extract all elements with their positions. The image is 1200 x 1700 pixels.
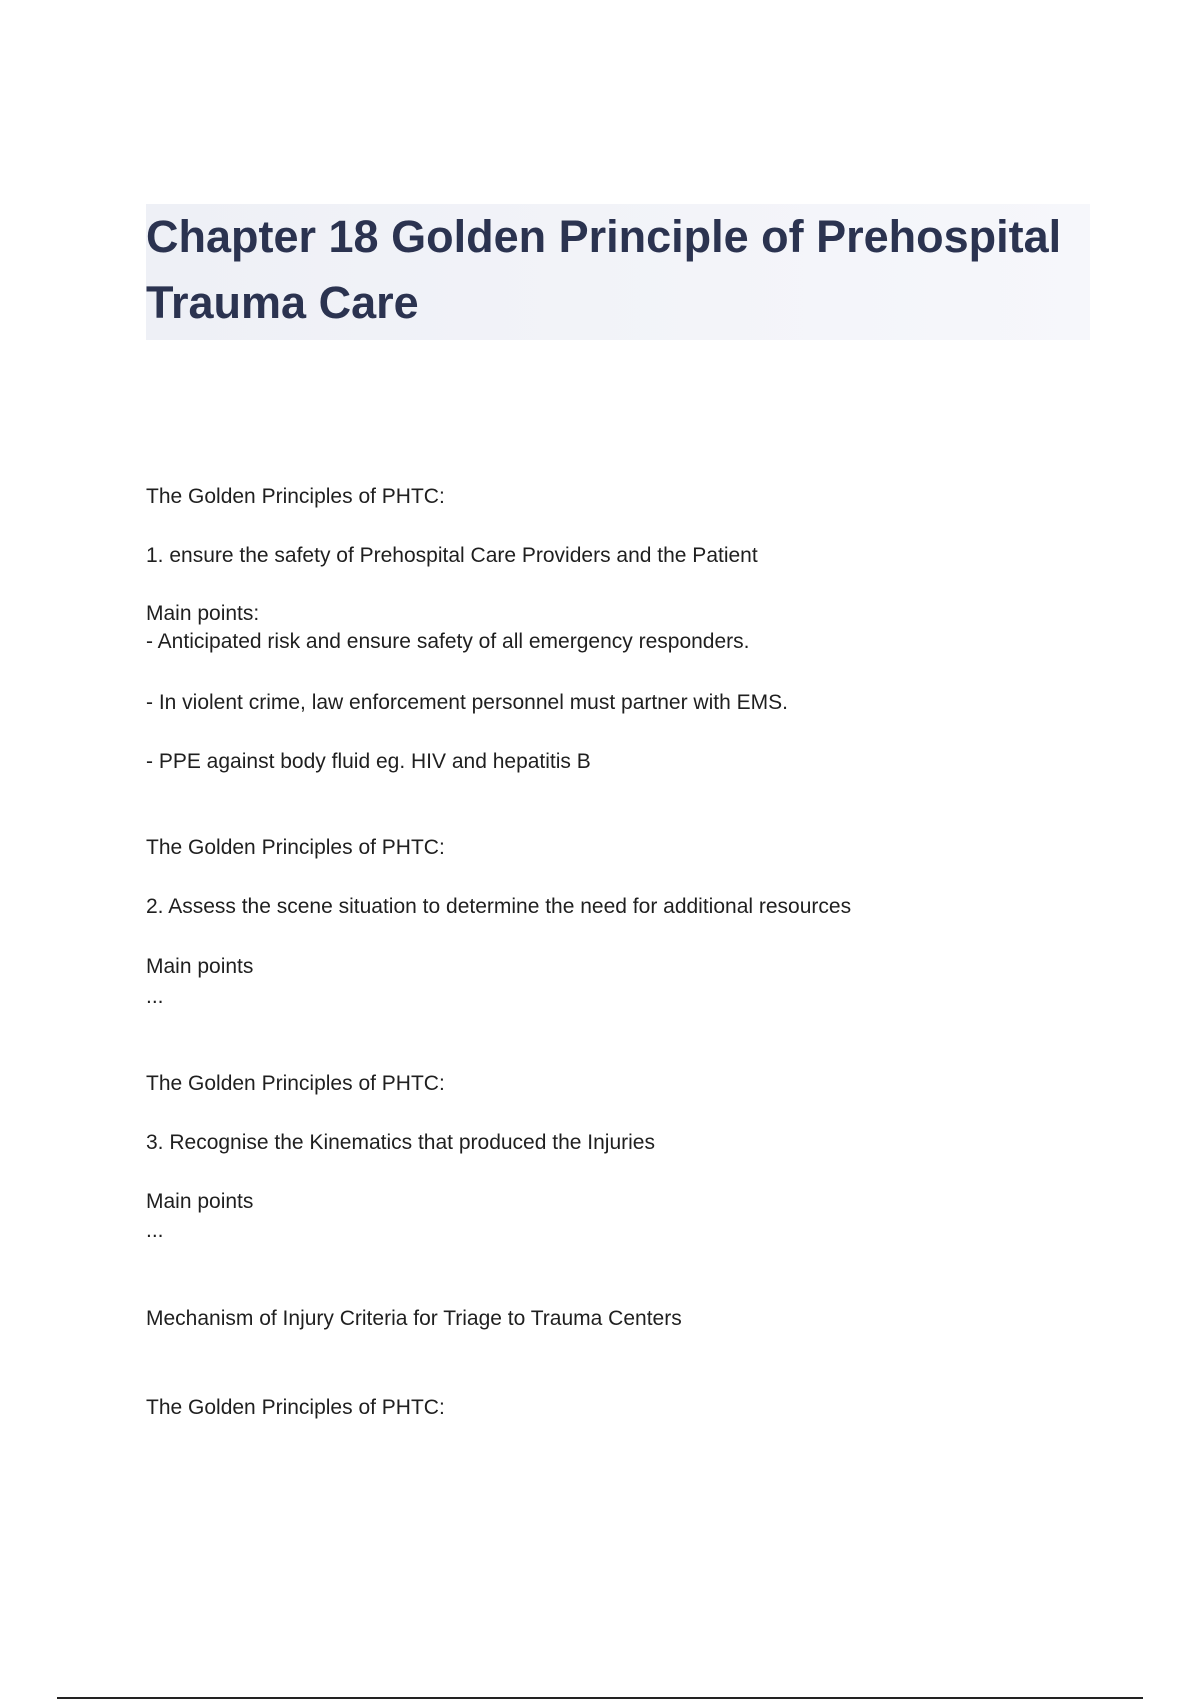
section-heading: The Golden Principles of PHTC: bbox=[146, 485, 445, 508]
page-title: Chapter 18 Golden Principle of Prehospital Trauma Care bbox=[146, 211, 1062, 328]
section-heading: The Golden Principles of PHTC: bbox=[146, 1072, 445, 1095]
principle-text: 1. ensure the safety of Prehospital Care Providers and the Patient bbox=[146, 544, 758, 567]
section-heading: The Golden Principles of PHTC: bbox=[146, 836, 445, 859]
main-points-label: Main points bbox=[146, 1190, 254, 1213]
main-point-item: - In violent crime, law enforcement personnel must partner with EMS. bbox=[146, 691, 788, 714]
principle-text: 3. Recognise the Kinematics that produced the Injuries bbox=[146, 1131, 655, 1154]
main-point-item: - PPE against body fluid eg. HIV and hepatitis B bbox=[146, 750, 591, 773]
footer-divider bbox=[57, 1697, 1143, 1699]
section-heading: The Golden Principles of PHTC: bbox=[146, 1396, 445, 1419]
ellipsis: ... bbox=[146, 985, 164, 1008]
main-points-label: Main points: bbox=[146, 602, 260, 625]
principle-text: 2. Assess the scene situation to determine the need for additional resources bbox=[146, 895, 852, 918]
section-heading: Mechanism of Injury Criteria for Triage to Trauma Centers bbox=[146, 1307, 682, 1330]
main-points-label: Main points bbox=[146, 955, 254, 978]
title-banner bbox=[146, 204, 1090, 340]
main-point-item: - Anticipated risk and ensure safety of all emergency responders. bbox=[146, 630, 750, 653]
ellipsis: ... bbox=[146, 1219, 164, 1242]
